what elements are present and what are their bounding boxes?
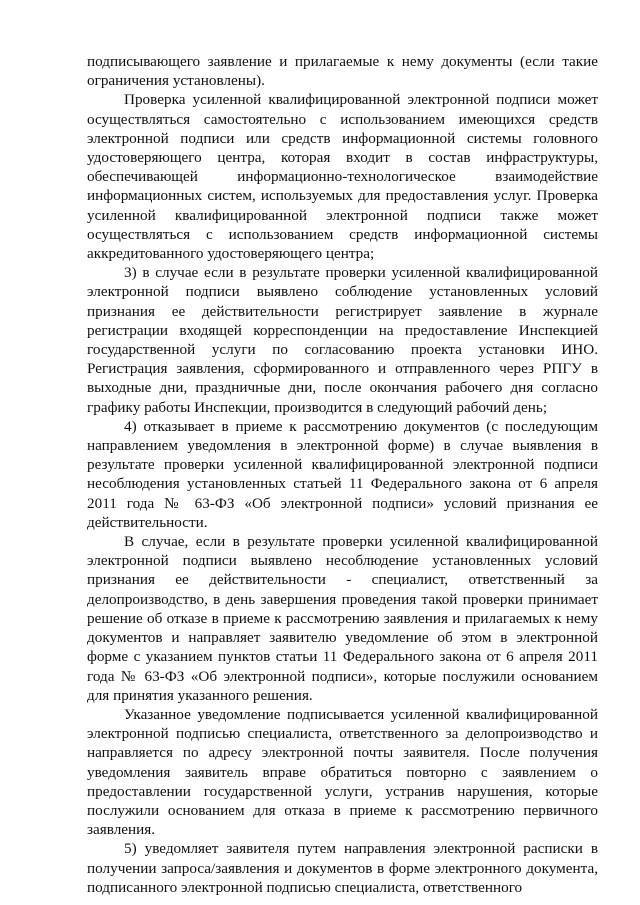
paragraph-item-3-registration: 3) в случае если в результате проверки усиленной квалифицированной электронной подписи выявлено соблюдение установленных условий признания ее действительности регистрирует заявление в журнале регистрации входящей корреспонденции на предоставление Инспекцией государственной услуги по согласованию проекта установки ИНО. Регистрация заявления, сформированного и отправленного через РПГУ в выходные дни, праздничные дни, после окончания рабочего дня согласно графику работы Инспекции, производится в следующий рабочий день; [87,264,598,416]
paragraph-refusal-decision: В случае, если в результате проверки усиленной квалифицированной электронной подписи выявлено несоблюдение установленных условий признания ее действительности - специалист, ответственный за делопроизводство, в день завершения проведения такой проверки принимает решение об отказе в приеме к рассмотрению заявления и прилагаемых к нему документов и направляет заявителю уведомление об этом в электронной форме с указанием пунктов статьи 11 Федерального закона от 6 апреля 2011 года № 63-ФЗ «Об электронной подписи», которые послужили основанием для принятия указанного решения. [87,533,598,704]
document-page [87,52,598,897]
paragraph-signature-verification: Проверка усиленной квалифицированной электронной подписи может осуществляться самостоятельно с использованием имеющихся средств электронной подписи или средств информационной системы головного удостоверяющего центра, которая входит в состав инфраструктуры, обеспечивающей информационно-технологическое взаимодействие информационных систем, используемых для предоставления услуг. Проверка усиленной квалифицированной электронной подписи также может осуществляться с использованием средств информационной системы аккредитованного удостоверяющего центра; [87,91,598,263]
paragraph-signer-continuation: подписывающего заявление и прилагаемые к нему документы (если такие ограничения установлены). [87,53,598,90]
paragraph-item-4-refusal: 4) отказывает в приеме к рассмотрению документов (с последующим направлением уведомления в электронной форме) в случае выявления в результате проверки усиленной квалифицированной электронной подписи несоблюдения установленных статьей 11 Федерального закона от 6 апреля 2011 года № 63-ФЗ «Об электронной подписи» условий признания ее действительности. [87,417,598,531]
paragraph-notification-signing: Указанное уведомление подписывается усиленной квалифицированной электронной подписью специалиста, ответственного за делопроизводство и направляется по адресу электронной почты заявителя. После получения уведомления заявитель вправе обратиться повторно с заявлением о предоставлении государственной услуги, устранив нарушения, которые послужили основанием для отказа в приеме к рассмотрению первичного заявления. [87,705,598,839]
paragraph-item-5-receipt: 5) уведомляет заявителя путем направления электронной расписки в получении запроса/заявления и документов в форме электронного документа, подписанного электронной подписью специалиста, ответственного [87,840,598,896]
